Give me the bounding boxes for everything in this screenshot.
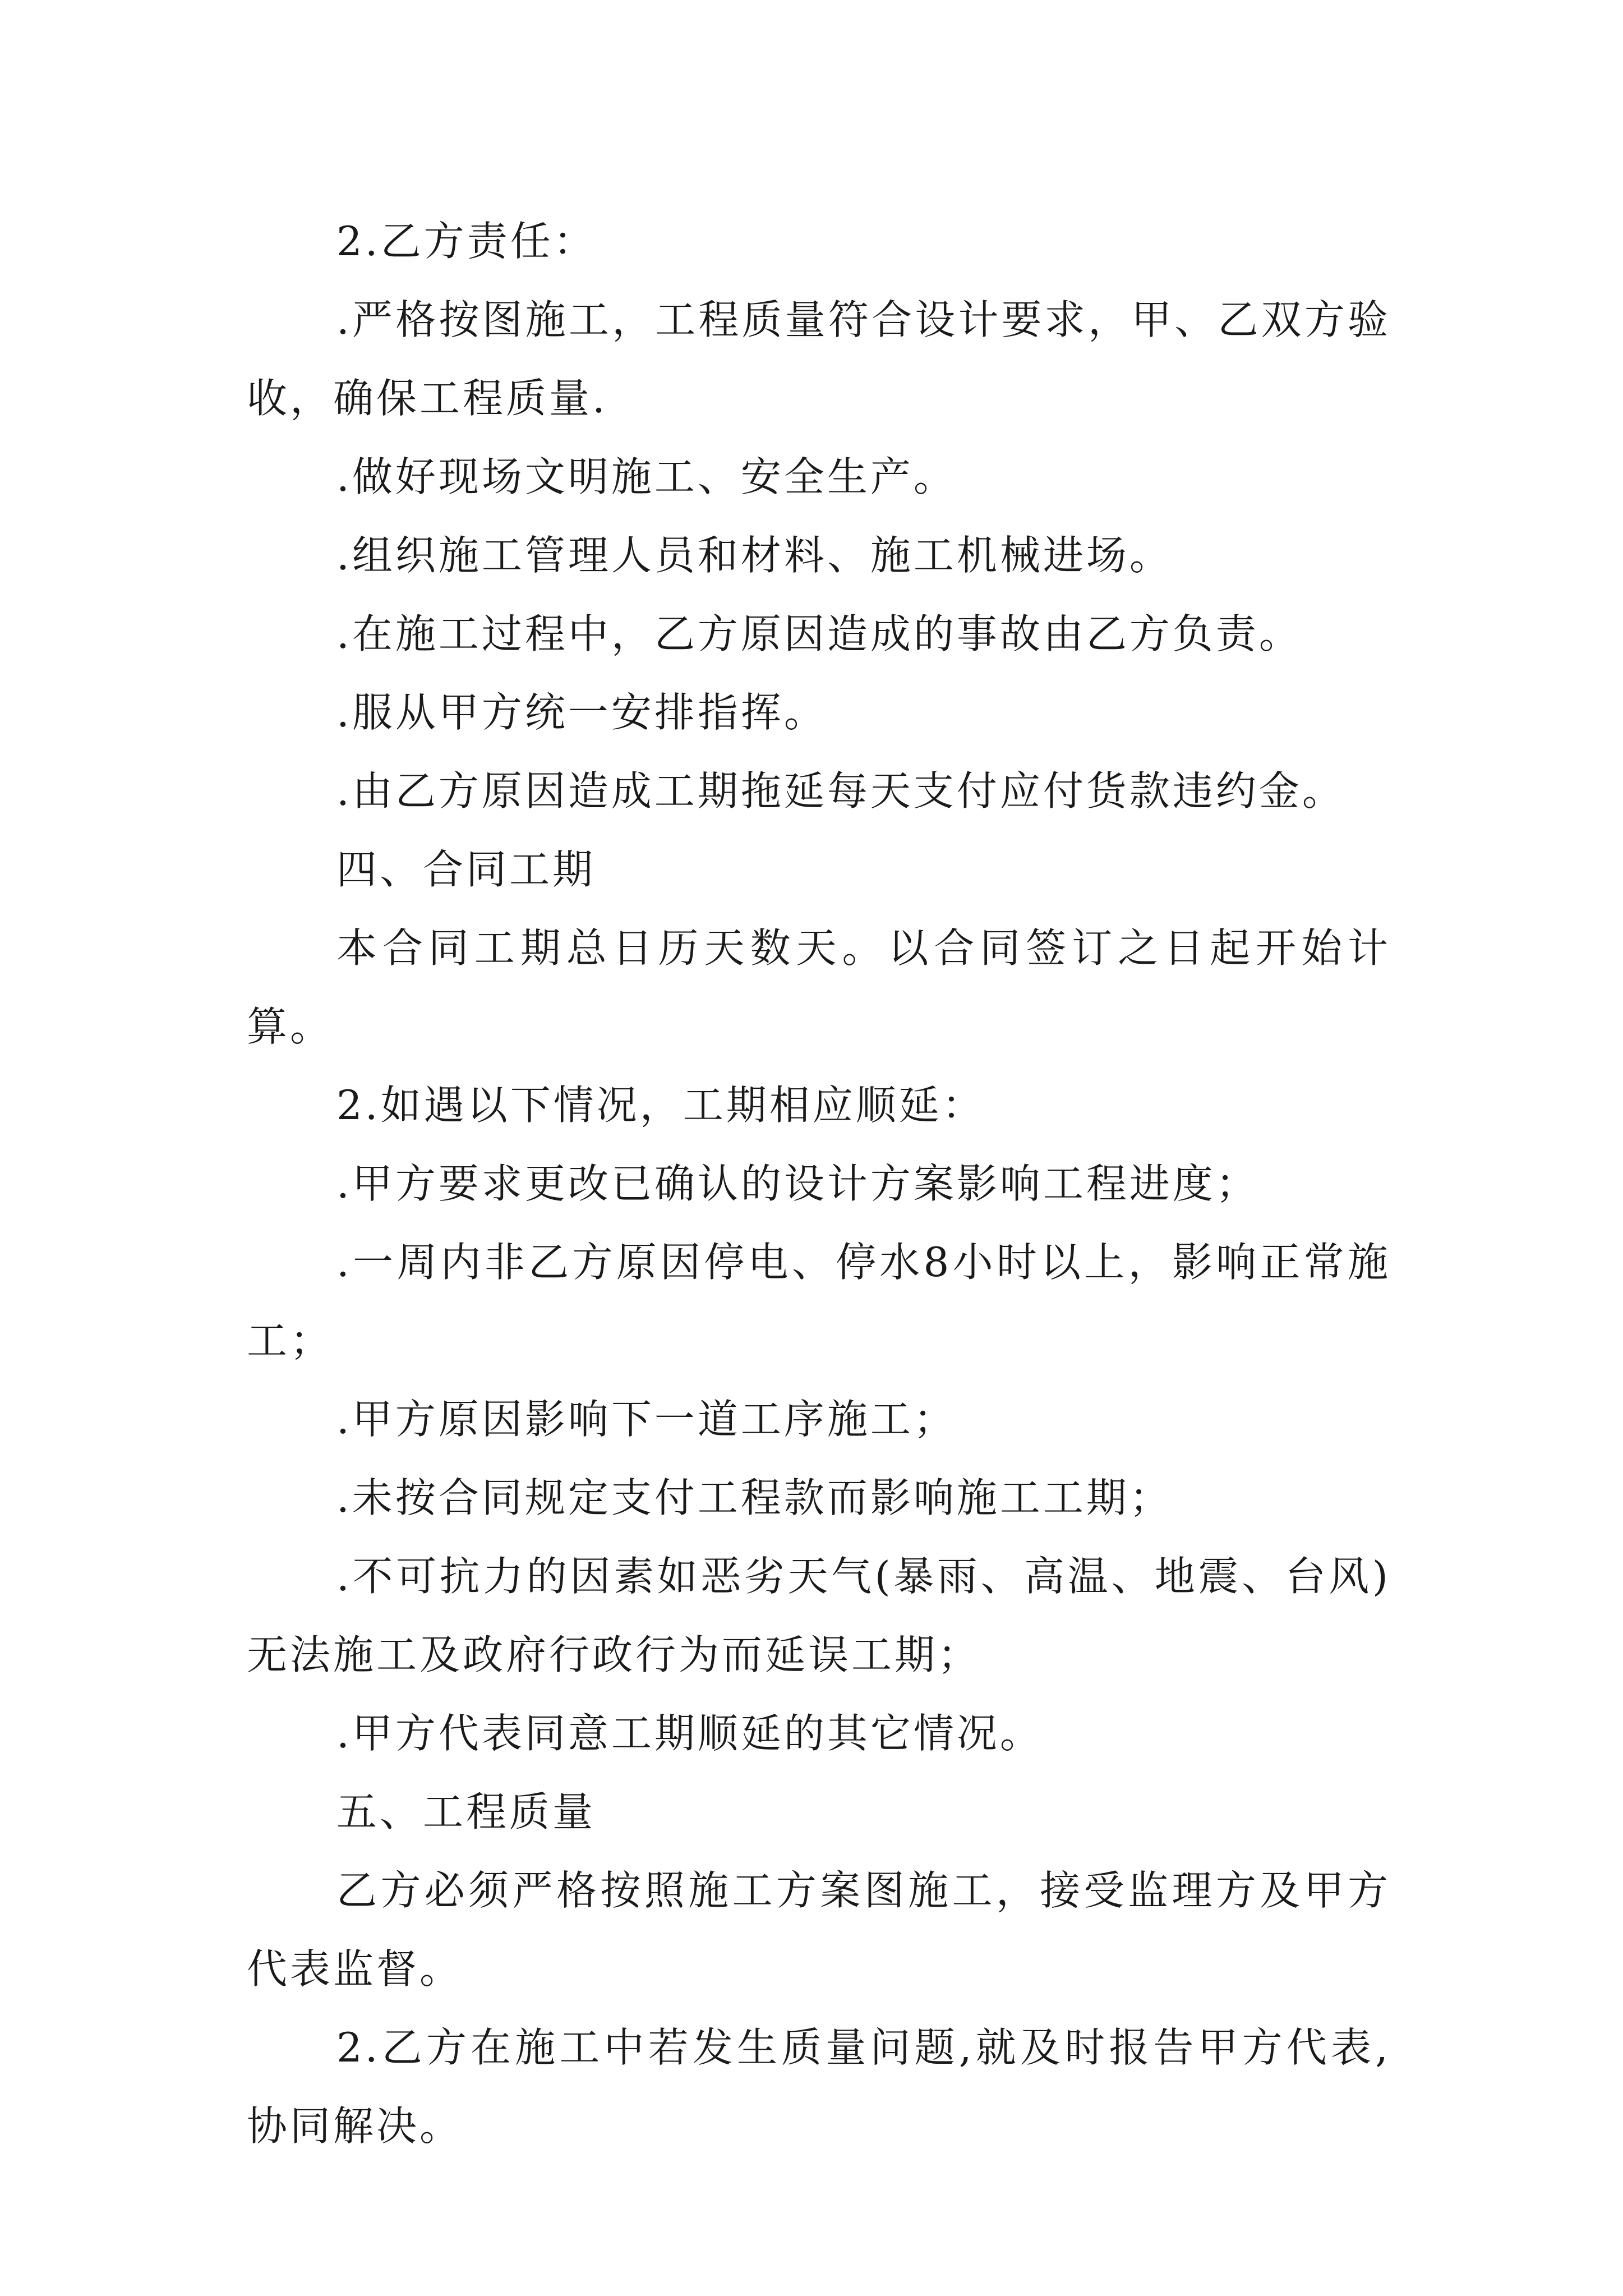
paragraph: .严格按图施工，工程质量符合设计要求，甲、乙双方验收，确保工程质量. [247,296,1391,422]
paragraph: 本合同工期总日历天数天。以合同签订之日起开始计算。 [247,924,1391,1050]
paragraph: 2.乙方责任： [336,218,597,265]
paragraph: 乙方必须严格按照施工方案图施工，接受监理方及甲方代表监督。 [247,1867,1391,1993]
paragraph: .在施工过程中，乙方原因造成的事故由乙方负责。 [336,610,1302,657]
section-heading: 五、工程质量 [336,1788,596,1835]
paragraph: .甲方原因影响下一道工序施工； [336,1396,957,1443]
paragraph: .一周内非乙方原因停电、停水8小时以上，影响正常施工； [247,1239,1391,1364]
paragraph: .不可抗力的因素如恶劣天气(暴雨、高温、地震、台风)无法施工及政府行政行为而延误工期； [247,1553,1391,1678]
document-body [247,202,1391,2165]
paragraph: 2.乙方在施工中若发生质量问题,就及时报告甲方代表,协同解决。 [247,2024,1391,2150]
paragraph: .甲方代表同意工期顺延的其它情况。 [336,1710,1043,1757]
paragraph: .做好现场文明施工、安全生产。 [336,453,957,500]
paragraph: 2.如遇以下情况，工期相应顺延： [336,1082,985,1129]
paragraph: .未按合同规定支付工程款而影响施工工期； [336,1474,1173,1521]
paragraph: .由乙方原因造成工期拖延每天支付应付货款违约金。 [336,767,1345,815]
section-heading: 四、合同工期 [336,846,596,893]
paragraph: .服从甲方统一安排指挥。 [336,689,827,736]
paragraph: .甲方要求更改已确认的设计方案影响工程进度； [336,1160,1259,1207]
paragraph: .组织施工管理人员和材料、施工机械进场。 [336,532,1173,579]
